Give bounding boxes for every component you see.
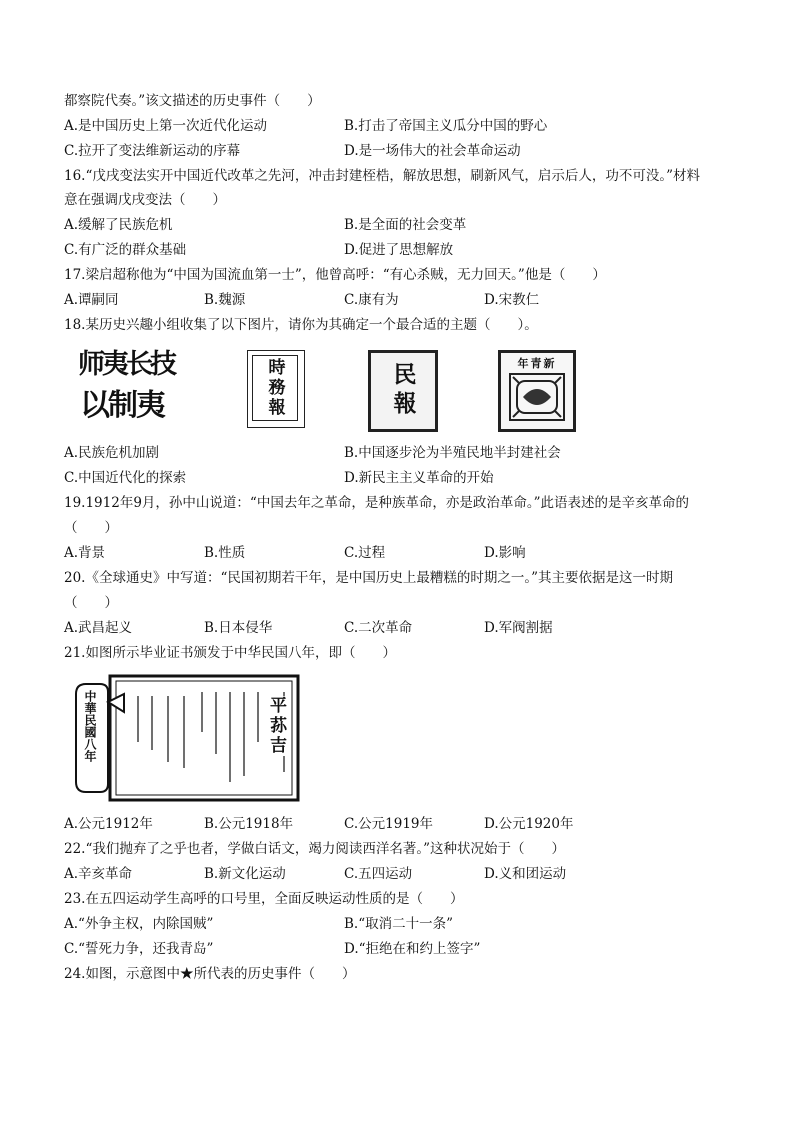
q19-option-a[interactable]: A.背景 bbox=[64, 545, 106, 561]
q22-option-c[interactable]: C.五四运动 bbox=[344, 866, 413, 882]
q16-option-b[interactable]: B.是全面的社会变革 bbox=[344, 217, 467, 233]
q19-stem-line2: （ ） bbox=[64, 520, 118, 536]
q17-stem: 17.梁启超称他为“中国为国流血第一士”，他曾高呼：“有心杀贼，无力回天。”他是（ ） bbox=[64, 267, 606, 283]
q18-image3-title: 民報 bbox=[389, 362, 417, 420]
q21-certificate-image bbox=[72, 672, 304, 806]
q21-option-b[interactable]: B.公元1918年 bbox=[204, 816, 294, 832]
q18-stem: 18.某历史兴趣小组收集了以下图片，请你为其确定一个最合适的主题（ ）。 bbox=[64, 317, 538, 333]
q24-stem: 24.如图，示意图中★所代表的历史事件（ ） bbox=[64, 966, 356, 982]
q18-image4-pattern-icon bbox=[507, 371, 567, 423]
q20-option-a[interactable]: A.武昌起义 bbox=[64, 620, 133, 636]
q23-option-c[interactable]: C.“誓死力争，还我青岛” bbox=[64, 941, 214, 957]
q15-option-d[interactable]: D.是一场伟大的社会革命运动 bbox=[344, 143, 521, 159]
q16-option-a[interactable]: A.缓解了民族危机 bbox=[64, 217, 173, 233]
q20-stem-line1: 20.《全球通史》中写道：“民国初期若干年，是中国历史上最糟糕的时期之一。”其主要依据是这一时期 bbox=[64, 570, 674, 586]
q18-image-shiwubao bbox=[247, 350, 305, 428]
q15-stem-tail: 都察院代奏。”该文描述的历史事件（ ） bbox=[64, 93, 321, 109]
q22-option-d[interactable]: D.义和团运动 bbox=[484, 866, 567, 882]
q18-option-b[interactable]: B.中国逐步沦为半殖民地半封建社会 bbox=[344, 445, 561, 461]
q17-option-d[interactable]: D.宋教仁 bbox=[484, 292, 540, 308]
q21-stem: 21.如图所示毕业证书颁发于中华民国八年，即（ ） bbox=[64, 645, 396, 661]
q16-stem-line1: 16.“戊戌变法实开中国近代改革之先河，冲击封建桎梏，解放思想，刷新风气，启示后人，功不可没。”材料 bbox=[64, 168, 701, 184]
q18-image2-inner-frame bbox=[252, 355, 298, 421]
q16-option-c[interactable]: C.有广泛的群众基础 bbox=[64, 242, 187, 258]
q22-option-a[interactable]: A.辛亥革命 bbox=[64, 866, 133, 882]
q20-option-c[interactable]: C.二次革命 bbox=[344, 620, 413, 636]
q19-stem-line1: 19.1912年9月，孙中山说道：“中国去年之革命，是种族革命，亦是政治革命。”此语表述的是辛亥革命的 bbox=[64, 495, 689, 511]
q20-option-d[interactable]: D.军阀割据 bbox=[484, 620, 553, 636]
q18-image2-title: 時務報 bbox=[264, 358, 285, 418]
q18-image-shiyi-changji bbox=[76, 346, 198, 426]
q15-option-b[interactable]: B.打击了帝国主义瓜分中国的野心 bbox=[344, 118, 548, 134]
q21-option-d[interactable]: D.公元1920年 bbox=[484, 816, 574, 832]
q18-image1-line2: 以制夷 bbox=[80, 388, 164, 423]
q15-option-c[interactable]: C.拉开了变法维新运动的序幕 bbox=[64, 143, 241, 159]
q18-image1-line1: 师夷长技 bbox=[78, 349, 174, 380]
q16-option-d[interactable]: D.促进了思想解放 bbox=[344, 242, 454, 258]
q17-option-b[interactable]: B.魏源 bbox=[204, 292, 246, 308]
q19-option-c[interactable]: C.过程 bbox=[344, 545, 386, 561]
q21-option-a[interactable]: A.公元1912年 bbox=[64, 816, 153, 832]
q17-option-c[interactable]: C.康有为 bbox=[344, 292, 399, 308]
q18-option-d[interactable]: D.新民主主义革命的开始 bbox=[344, 470, 494, 486]
q19-option-b[interactable]: B.性质 bbox=[204, 545, 246, 561]
q15-option-a[interactable]: A.是中国历史上第一次近代化运动 bbox=[64, 118, 268, 134]
q21-certificate-callout: 中華民國八年 bbox=[83, 690, 97, 762]
q22-stem: 22.“我们抛弃了之乎也者，学做白话文，竭力阅读西洋名著。”这种状况始于（ ） bbox=[64, 841, 566, 857]
q22-option-b[interactable]: B.新文化运动 bbox=[204, 866, 286, 882]
q21-option-c[interactable]: C.公元1919年 bbox=[344, 816, 433, 832]
q18-image-xinqingnian bbox=[498, 350, 576, 432]
q17-option-a[interactable]: A.谭嗣同 bbox=[64, 292, 119, 308]
q20-option-b[interactable]: B.日本侵华 bbox=[204, 620, 273, 636]
q18-image4-title: 新青年 bbox=[517, 357, 557, 370]
q23-option-b[interactable]: B.“取消二十一条” bbox=[344, 916, 454, 932]
q23-stem: 23.在五四运动学生高呼的口号里，全面反映运动性质的是（ ） bbox=[64, 891, 464, 907]
q20-stem-line2: （ ） bbox=[64, 595, 118, 611]
q18-option-a[interactable]: A.民族危机加剧 bbox=[64, 445, 160, 461]
q23-option-a[interactable]: A.“外争主权，内除国贼” bbox=[64, 916, 214, 932]
q23-option-d[interactable]: D.“拒绝在和约上签字” bbox=[344, 941, 481, 957]
q19-option-d[interactable]: D.影响 bbox=[484, 545, 526, 561]
q18-image-minbao bbox=[368, 350, 438, 432]
q16-stem-line2: 意在强调戊戌变法（ ） bbox=[64, 192, 226, 208]
q18-option-c[interactable]: C.中国近代化的探索 bbox=[64, 470, 187, 486]
q21-certificate-name: 平荪吉 bbox=[264, 696, 289, 756]
